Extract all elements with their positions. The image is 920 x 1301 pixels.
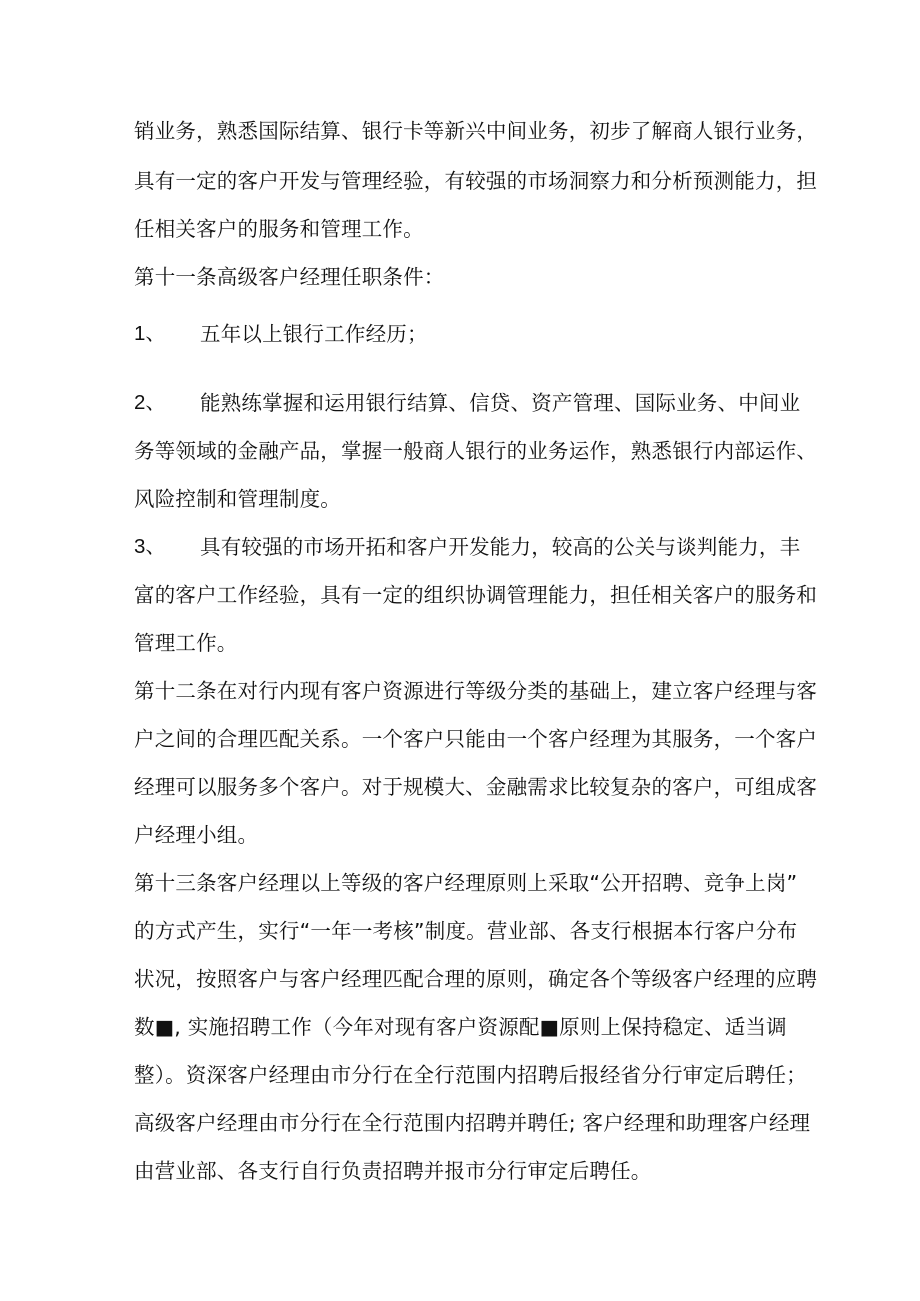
list-number: 1、 [134, 322, 166, 345]
list-item-line: 能熟练掌握和运用银行结算、信贷、资产管理、国际业务、中间业 [200, 391, 801, 415]
paragraph-line: 整）。资深客户经理由市分行在全行范围内招聘后报经省分行审定后聘任； [134, 1063, 807, 1087]
list-item-line: 富的客户工作经验，具有一定的组织协调管理能力，担任相关客户的服务和 [134, 583, 818, 607]
list-item-line: 务等领域的金融产品，掌握一般商人银行的业务运作，熟悉银行内部运作、 [134, 439, 818, 463]
paragraph-line: 经理可以服务多个客户。对于规模大、金融需求比较复杂的客户，可组成客 [134, 775, 818, 799]
list-item-line: 五年以上银行工作经历； [200, 322, 428, 346]
list-item-line: 风险控制和管理制度。 [134, 487, 341, 511]
paragraph-line: 高级客户经理由市分行在全行范围内招聘并聘任; 客户经理和助理客户经理 [134, 1111, 811, 1135]
paragraph-line: 具有一定的客户开发与管理经验，有较强的市场洞察力和分析预测能力，担 [134, 169, 818, 193]
paragraph-line: 的方式产生，实行“一年一考核”制度。营业部、各支行根据本行客户分布 [134, 919, 798, 943]
paragraph-line: 销业务，熟悉国际结算、银行卡等新兴中间业务，初步了解商人银行业务， [134, 119, 818, 143]
list-item-line: 管理工作。 [134, 631, 238, 655]
paragraph-line: 户经理小组。 [134, 823, 259, 847]
paragraph-line: 由营业部、各支行自行负责招聘并报市分行审定后聘任。 [134, 1159, 652, 1183]
paragraph-line: 户之间的合理匹配关系。一个客户只能由一个客户经理为其服务，一个客户 [134, 727, 818, 751]
paragraph-line: 数■, 实施招聘工作（今年对现有客户资源配■原则上保持稳定、适当调 [134, 1015, 787, 1039]
paragraph-line: 任相关客户的服务和管理工作。 [134, 217, 424, 241]
article-heading: 第十一条高级客户经理任职条件： [134, 265, 445, 289]
list-number: 3、 [134, 535, 166, 558]
paragraph-line: 第十二条在对行内现有客户资源进行等级分类的基础上，建立客户经理与客 [134, 679, 818, 703]
list-number: 2、 [134, 391, 166, 414]
list-item-line: 具有较强的市场开拓和客户开发能力，较高的公关与谈判能力，丰 [200, 535, 801, 559]
paragraph-line: 状况，按照客户与客户经理匹配合理的原则，确定各个等级客户经理的应聘 [134, 967, 818, 991]
paragraph-line: 第十三条客户经理以上等级的客户经理原则上采取“公开招聘、竞争上岗” [134, 871, 798, 895]
